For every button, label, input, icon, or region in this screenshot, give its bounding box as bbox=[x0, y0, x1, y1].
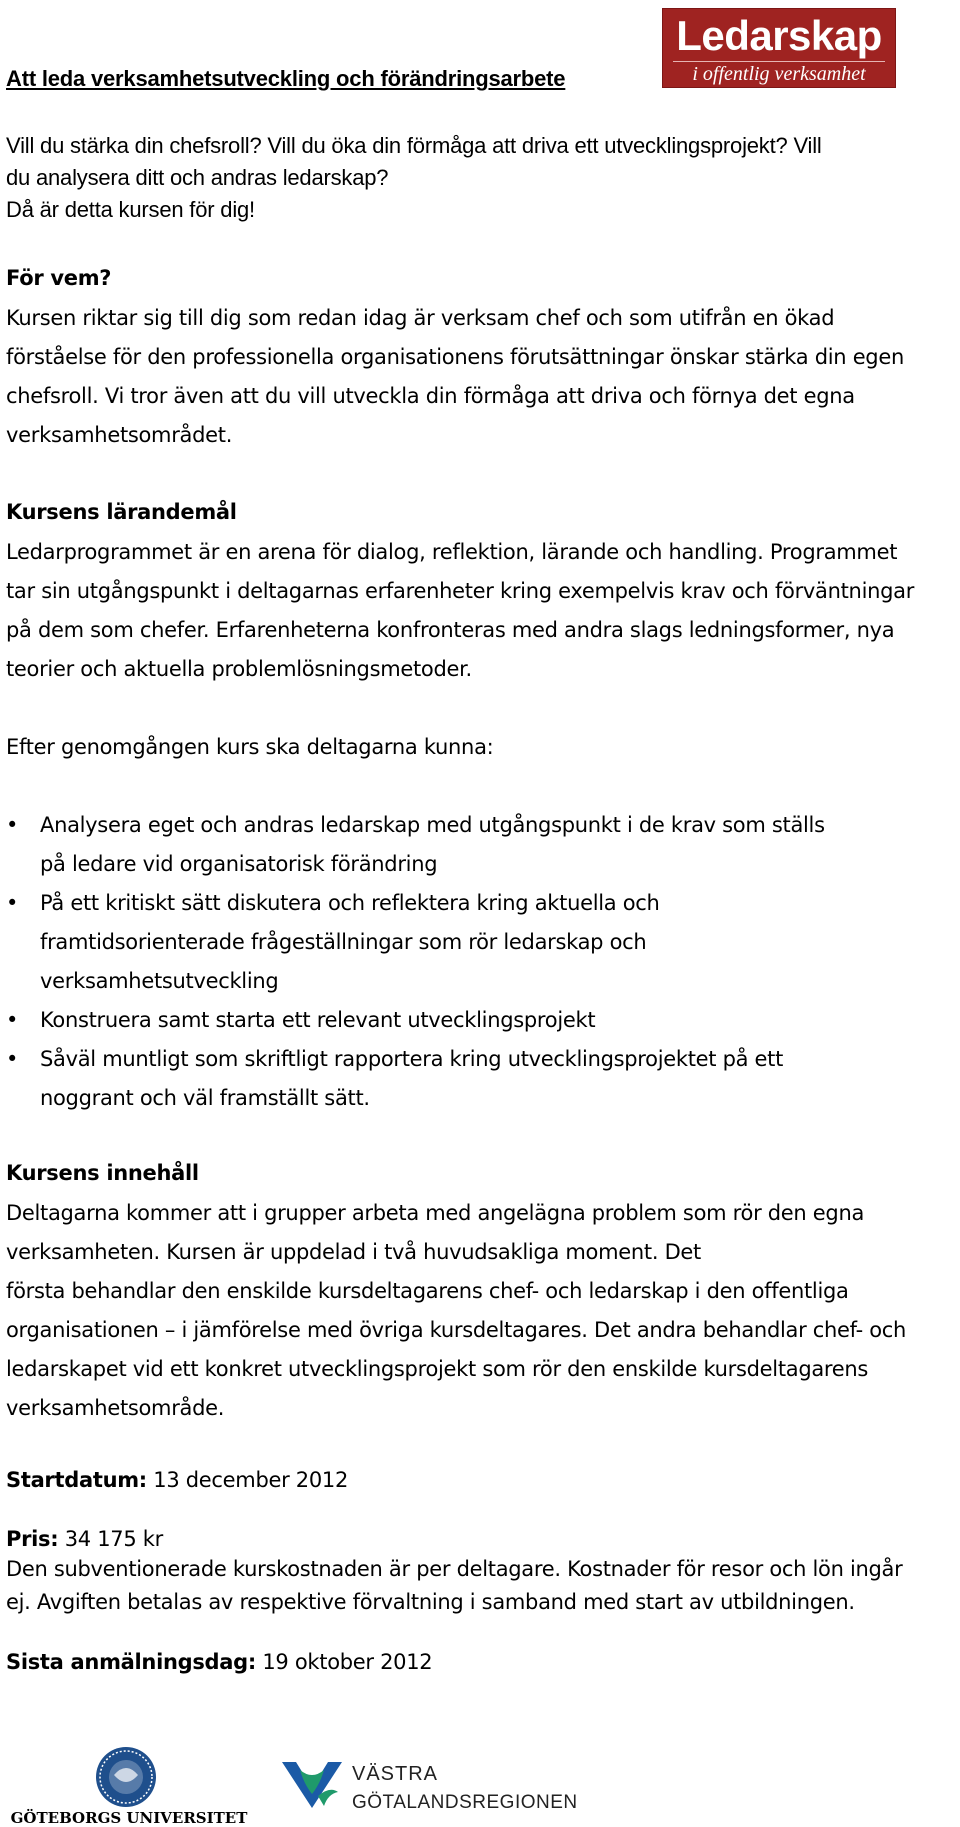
intro-paragraph: Vill du stärka din chefsroll? Vill du öka din förmåga att driva ett utvecklingsprojekt? Vill du analysera ditt och andras ledarskap? Då är detta kursen för dig! bbox=[6, 133, 822, 222]
vastra-gotalandsregionen-logo bbox=[278, 1756, 578, 1822]
content-heading: Kursens innehåll bbox=[6, 1161, 199, 1185]
price-value: 34 175 kr bbox=[58, 1527, 163, 1551]
logo-divider bbox=[673, 61, 885, 62]
bullet-text: Konstruera samt starta ett relevant utvecklingsprojekt bbox=[40, 1008, 596, 1032]
content-text: Deltagarna kommer att i grupper arbeta med angelägna problem som rör den egna verksamheten. Kursen är uppdelad i två huvudsakliga moment. Det första behandlar den enskilde kursdeltagarens chef- och ledarskap i den offentliga organisationen – i jämförelse med övriga kursdeltagares. Det andra behandlar chef- och ledarskapet vid ett konkret utvecklingsprojekt som rör den enskilde kursdeltagarens verksamhetsområde. bbox=[6, 1201, 907, 1420]
bullet-text: Såväl muntligt som skriftligt rapportera kring utvecklingsprojektet på ett noggrant och väl framställt sätt. bbox=[40, 1047, 784, 1110]
start-date-value: 13 december 2012 bbox=[146, 1468, 349, 1492]
bullet-dot: • bbox=[6, 1047, 19, 1071]
start-date-label: Startdatum: bbox=[6, 1468, 147, 1492]
bullet-text: På ett kritiskt sätt diskutera och reflektera kring aktuella och framtidsorienterade frågeställningar som rör ledarskap och verksamhetsutveckling bbox=[40, 891, 660, 993]
logo-sub-text: i offentlig verksamhet bbox=[692, 63, 866, 85]
gu-name: GÖTEBORGS UNIVERSITET bbox=[10, 1809, 248, 1827]
start-date bbox=[6, 1461, 956, 1500]
vgr-line2: GÖTALANDSREGIONEN bbox=[352, 1792, 578, 1813]
bullet-text: Analysera eget och andras ledarskap med utgångspunkt i de krav som ställs på ledare vid organisatorisk förändring bbox=[40, 813, 825, 876]
price-label: Pris: bbox=[6, 1527, 59, 1551]
logo-main-text: Ledarskap bbox=[676, 12, 882, 59]
for-whom-text: Kursen riktar sig till dig som redan idag är verksam chef och som utifrån en ökad förståelse för den professionella organisationens förutsättningar önskar stärka din egen chefsroll. Vi tror även att du vill utveckla din förmåga att driva och förnya det egna verksamhetsområdet. bbox=[6, 306, 904, 447]
vgr-line1: VÄSTRA bbox=[352, 1763, 439, 1785]
for-whom-heading: För vem? bbox=[6, 266, 112, 290]
bullet-dot: • bbox=[6, 813, 19, 837]
goals-heading: Kursens lärandemål bbox=[6, 500, 237, 524]
price-note: Den subventionerade kurskostnaden är per deltagare. Kostnader för resor och lön ingår ej. Avgiften betalas av respektive förvaltning i samband med start av utbildningen. bbox=[6, 1557, 903, 1614]
deadline bbox=[6, 1643, 956, 1682]
bullet-dot: • bbox=[6, 1008, 19, 1032]
bullet-dot: • bbox=[6, 891, 19, 915]
goals-text: Ledarprogrammet är en arena för dialog, reflektion, lärande och handling. Programmet tar sin utgångspunkt i deltagarnas erfarenheter kring exempelvis krav och förväntningar på dem som chefer. Erfarenheterna konfronteras med andra slags ledningsformer, nya teorier och aktuella problemlösningsmetoder. bbox=[6, 540, 915, 681]
deadline-value: 19 oktober 2012 bbox=[255, 1650, 433, 1674]
document-title: Att leda verksamhetsutveckling och förändringsarbete bbox=[6, 66, 566, 91]
deadline-label: Sista anmälningsdag: bbox=[6, 1650, 256, 1674]
goteborgs-universitet-logo bbox=[4, 1745, 254, 1827]
goals-after-text: Efter genomgången kurs ska deltagarna kunna: bbox=[6, 735, 494, 759]
ledarskap-logo bbox=[662, 8, 896, 88]
